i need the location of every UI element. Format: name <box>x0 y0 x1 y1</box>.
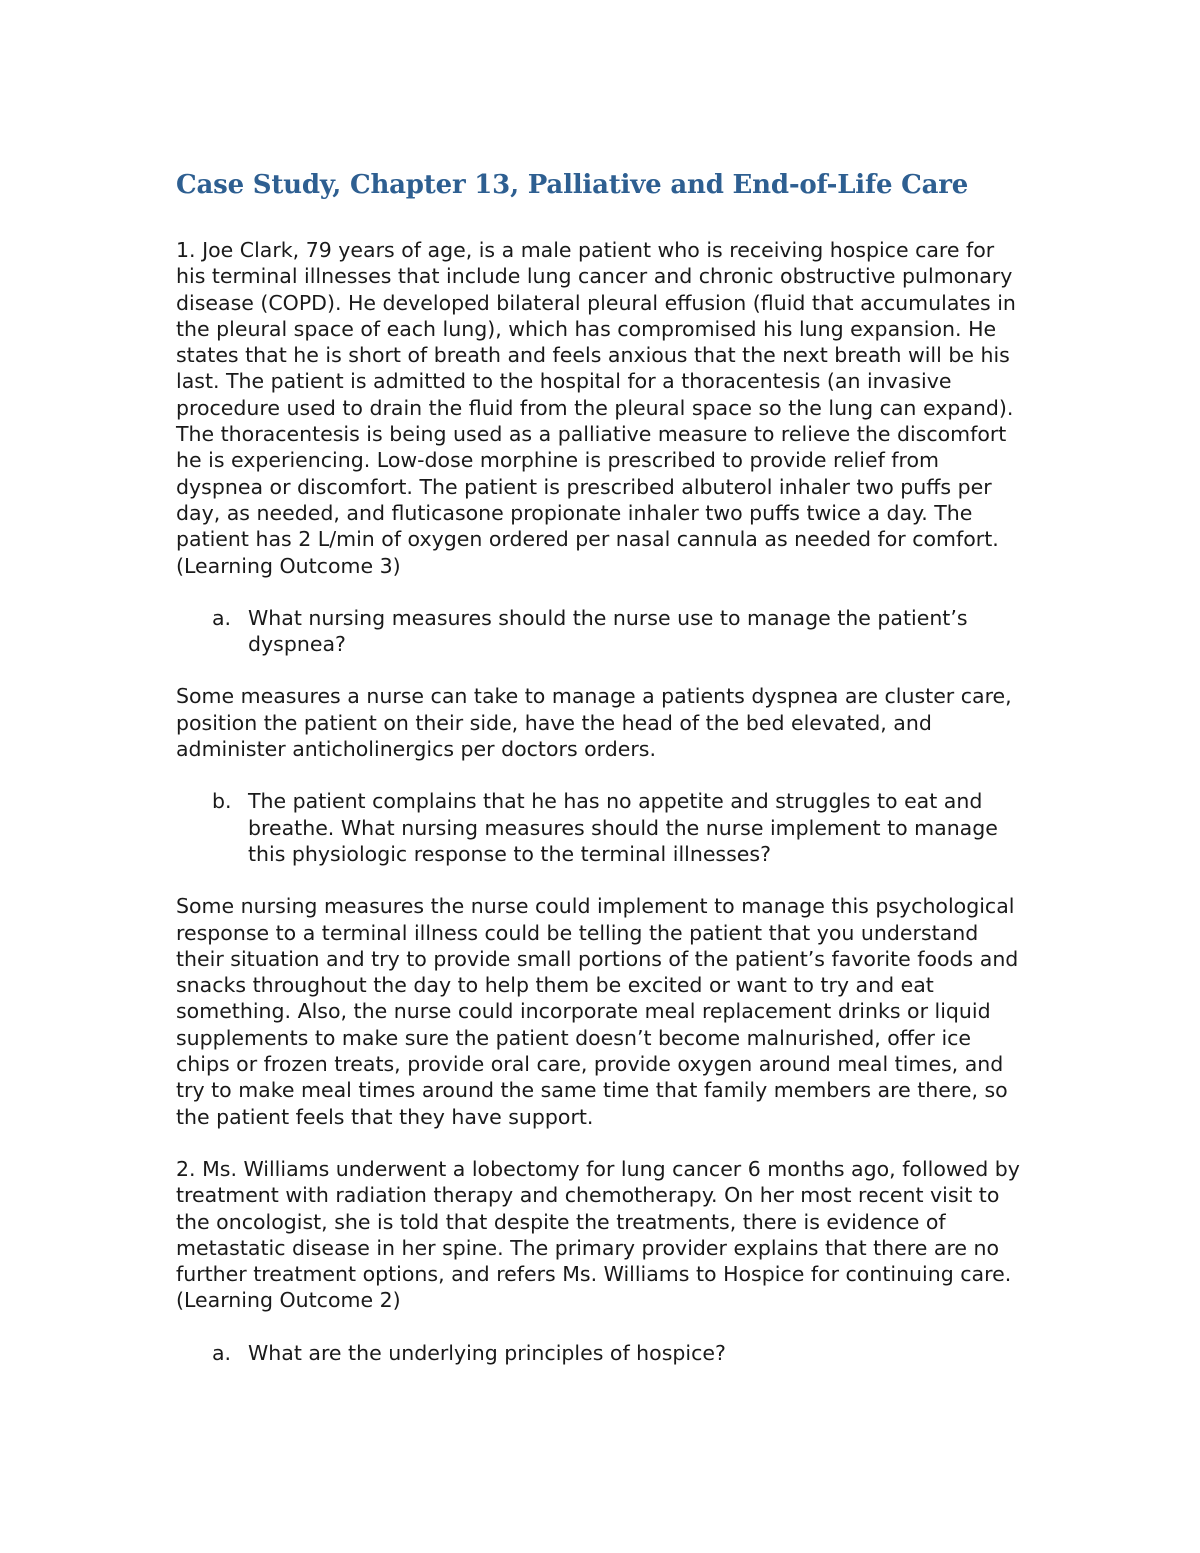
case-1-question-a <box>212 605 1026 658</box>
question-text: The patient complains that he has no appetite and struggles to eat and breathe. What nursing measures should the nurse implement to manage this physiologic response to the terminal illnesses? <box>248 789 998 866</box>
question-marker: a. <box>212 1340 232 1365</box>
case-2-scenario: 2. Ms. Williams underwent a lobectomy for lung cancer 6 months ago, followed by treatment with radiation therapy and chemotherapy. On her most recent visit to the oncologist, she is told that despite the treatments, there is evidence of metastatic disease in her spine. The primary provider explains that there are no further treatment options, and refers Ms. Williams to Hospice for continuing care. (Learning Outcome 2) <box>176 1156 1020 1313</box>
case-1-answer-b: Some nursing measures the nurse could implement to manage this psychological response to a terminal illness could be telling the patient that you understand their situation and try to provide small portions of the patient’s favorite foods and snacks throughout the day to help them be excited or want to try and eat something. Also, the nurse could incorporate meal replacement drinks or liquid supplements to make sure the patient doesn’t become malnurished, offer ice chips or frozen treats, provide oral care, provide oxygen around meal times, and try to make meal times around the same time that family members are there, so the patient feels that they have support. <box>176 894 1019 1129</box>
question-marker: a. <box>212 605 232 630</box>
question-marker: b. <box>212 789 232 814</box>
document-title: Case Study, Chapter 13, Palliative and End-of-Life Care <box>176 170 969 200</box>
case-1-scenario: 1. Joe Clark, 79 years of age, is a male patient who is receiving hospice care for his terminal illnesses that include lung cancer and chronic obstructive pulmonary disease (COPD). He developed bilateral pleural effusion (fluid that accumulates in the pleural space of each lung), which has compromised his lung expansion. He states that he is short of breath and feels anxious that the next breath will be his last. The patient is admitted to the hospital for a thoracentesis (an invasive procedure used to drain the fluid from the pleural space so the lung can expand). The thoracentesis is being used as a palliative measure to relieve the discomfort he is experiencing. Low-dose morphine is prescribed to provide relief from dyspnea or discomfort. The patient is prescribed albuterol inhaler two puffs per day, as needed, and fluticasone propionate inhaler two puffs twice a day. The patient has 2 L/min of oxygen ordered per nasal cannula as needed for comfort. (Learning Outcome 3) <box>176 238 1016 578</box>
document-body <box>176 166 1026 1392</box>
question-text: What are the underlying principles of hospice? <box>248 1340 726 1365</box>
case-1-question-b <box>212 788 1026 867</box>
question-text: What nursing measures should the nurse use to manage the patient’s dyspnea? <box>248 605 968 657</box>
case-2-question-a <box>212 1340 1026 1366</box>
case-1-answer-a: Some measures a nurse can take to manage a patients dyspnea are cluster care, position the patient on their side, have the head of the bed elevated, and administer anticholinergics per doctors orders. <box>176 684 1012 762</box>
